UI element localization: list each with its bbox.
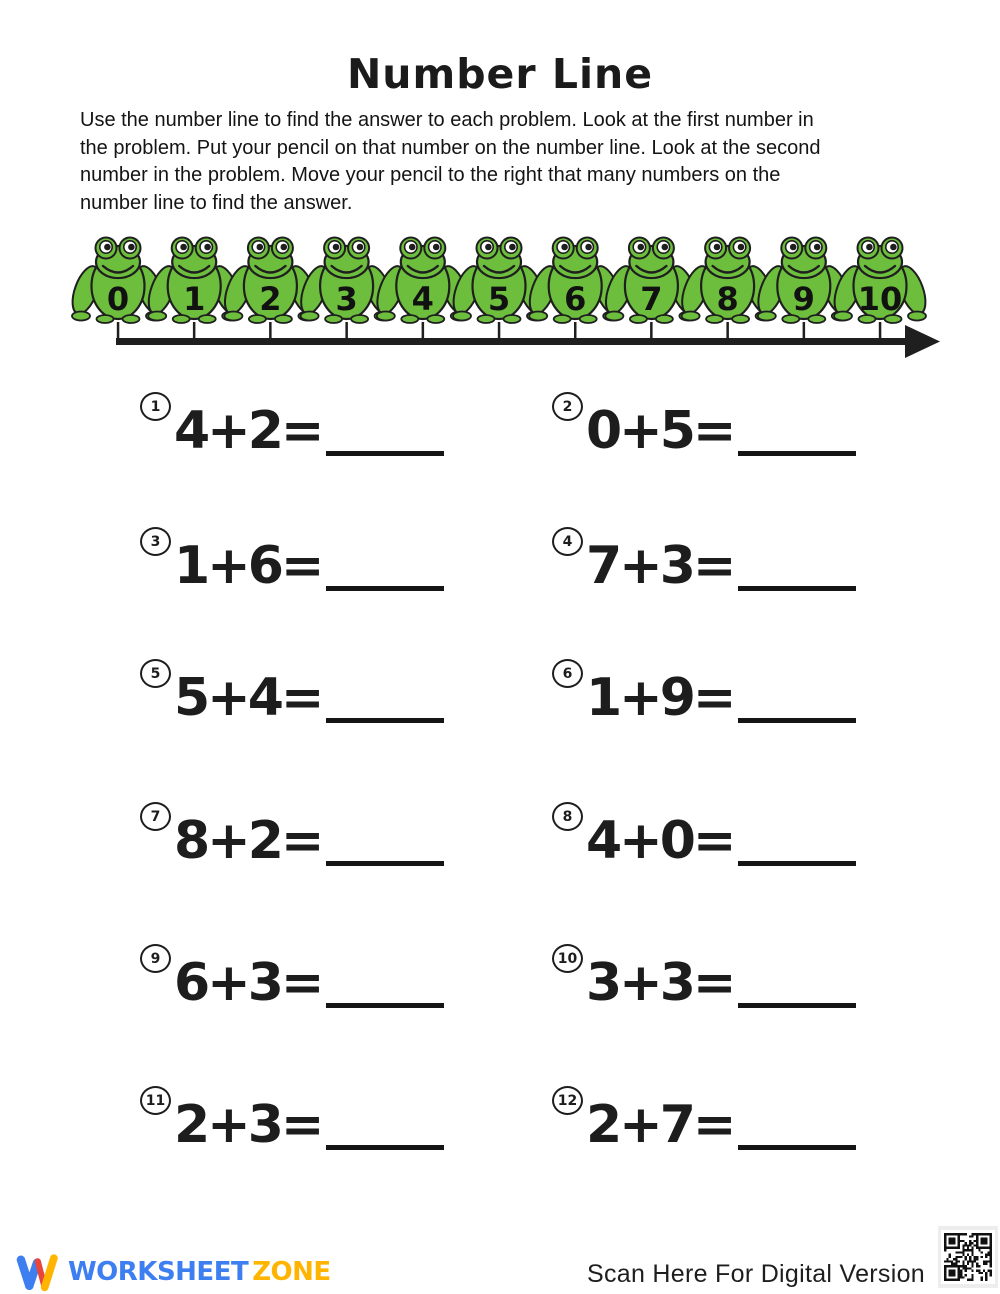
problem-12 [552, 1086, 856, 1155]
frog-number-label: 0 [106, 280, 130, 318]
problem-number-badge: 2 [552, 392, 583, 421]
problem-number-badge: 5 [140, 659, 171, 688]
brand-word-zone: ZONE [252, 1257, 331, 1287]
problem-5 [140, 659, 444, 728]
problem-expression: 6+3= [174, 957, 444, 1009]
frog-number-line [0, 232, 1000, 372]
problem-expression: 2+3= [174, 1099, 444, 1151]
frog-number-label: 10 [857, 280, 903, 318]
page-title: Number Line [346, 50, 654, 98]
problem-expression: 5+4= [174, 672, 444, 724]
answer-blank-6[interactable] [738, 708, 856, 723]
worksheetzone-logo-icon [14, 1252, 60, 1292]
problem-expression: 0+5= [586, 405, 856, 457]
answer-blank-12[interactable] [738, 1135, 856, 1150]
arrow-right-icon [905, 325, 940, 358]
problem-expression: 1+9= [586, 672, 856, 724]
problem-7 [140, 802, 444, 871]
problem-expression: 1+6= [174, 540, 444, 592]
answer-blank-9[interactable] [326, 993, 444, 1008]
problem-number-badge: 10 [552, 944, 583, 973]
qr-code [941, 1230, 995, 1284]
answer-blank-3[interactable] [326, 576, 444, 591]
problem-number-badge: 6 [552, 659, 583, 688]
problem-number-badge: 9 [140, 944, 171, 973]
scan-here-label: Scan Here For Digital Version [586, 1260, 925, 1288]
frog-number-label: 9 [792, 280, 815, 318]
problem-expression: 4+2= [174, 405, 444, 457]
frog-number-label: 5 [487, 280, 511, 318]
instructions-text: Use the number line to find the answer to each problem. Look at the first number in the problem. Put your pencil on that number on the number line. Look at the second number in the problem. Move your pencil to the right that many numbers on the number line to find the answer. [80, 109, 821, 214]
worksheetzone-logo-text [68, 1257, 331, 1287]
frog-number-label: 1 [183, 280, 206, 318]
frog-10 [829, 238, 931, 324]
frog-number-label: 3 [335, 280, 358, 318]
problem-number-badge: 12 [552, 1086, 583, 1115]
problem-11 [140, 1086, 444, 1155]
problem-expression: 8+2= [174, 815, 444, 867]
answer-blank-4[interactable] [738, 576, 856, 591]
answer-blank-11[interactable] [326, 1135, 444, 1150]
problem-10 [552, 944, 856, 1013]
problem-number-badge: 8 [552, 802, 583, 831]
problem-expression: 2+7= [586, 1099, 856, 1151]
problem-1 [140, 392, 444, 461]
answer-blank-2[interactable] [738, 441, 856, 456]
answer-blank-5[interactable] [326, 708, 444, 723]
frog-number-label: 2 [259, 280, 282, 318]
frog-number-label: 6 [564, 280, 587, 318]
worksheetzone-logo [14, 1252, 331, 1292]
answer-blank-1[interactable] [326, 441, 444, 456]
problem-4 [552, 527, 856, 596]
problem-2 [552, 392, 856, 461]
problem-6 [552, 659, 856, 728]
frog-number-label: 7 [640, 280, 663, 318]
problem-number-badge: 1 [140, 392, 171, 421]
problem-number-badge: 7 [140, 802, 171, 831]
problem-8 [552, 802, 856, 871]
problem-number-badge: 4 [552, 527, 583, 556]
problem-number-badge: 3 [140, 527, 171, 556]
problem-expression: 3+3= [586, 957, 856, 1009]
number-line-axis [116, 322, 940, 358]
brand-word-worksheet: WORKSHEET [68, 1257, 249, 1287]
problem-expression: 4+0= [586, 815, 856, 867]
qr-code-panel [938, 1226, 998, 1288]
frog-number-label: 8 [716, 280, 739, 318]
answer-blank-7[interactable] [326, 851, 444, 866]
problem-expression: 7+3= [586, 540, 856, 592]
problem-3 [140, 527, 444, 596]
frog-number-label: 4 [411, 280, 434, 318]
answer-blank-8[interactable] [738, 851, 856, 866]
answer-blank-10[interactable] [738, 993, 856, 1008]
problem-9 [140, 944, 444, 1013]
problem-number-badge: 11 [140, 1086, 171, 1115]
